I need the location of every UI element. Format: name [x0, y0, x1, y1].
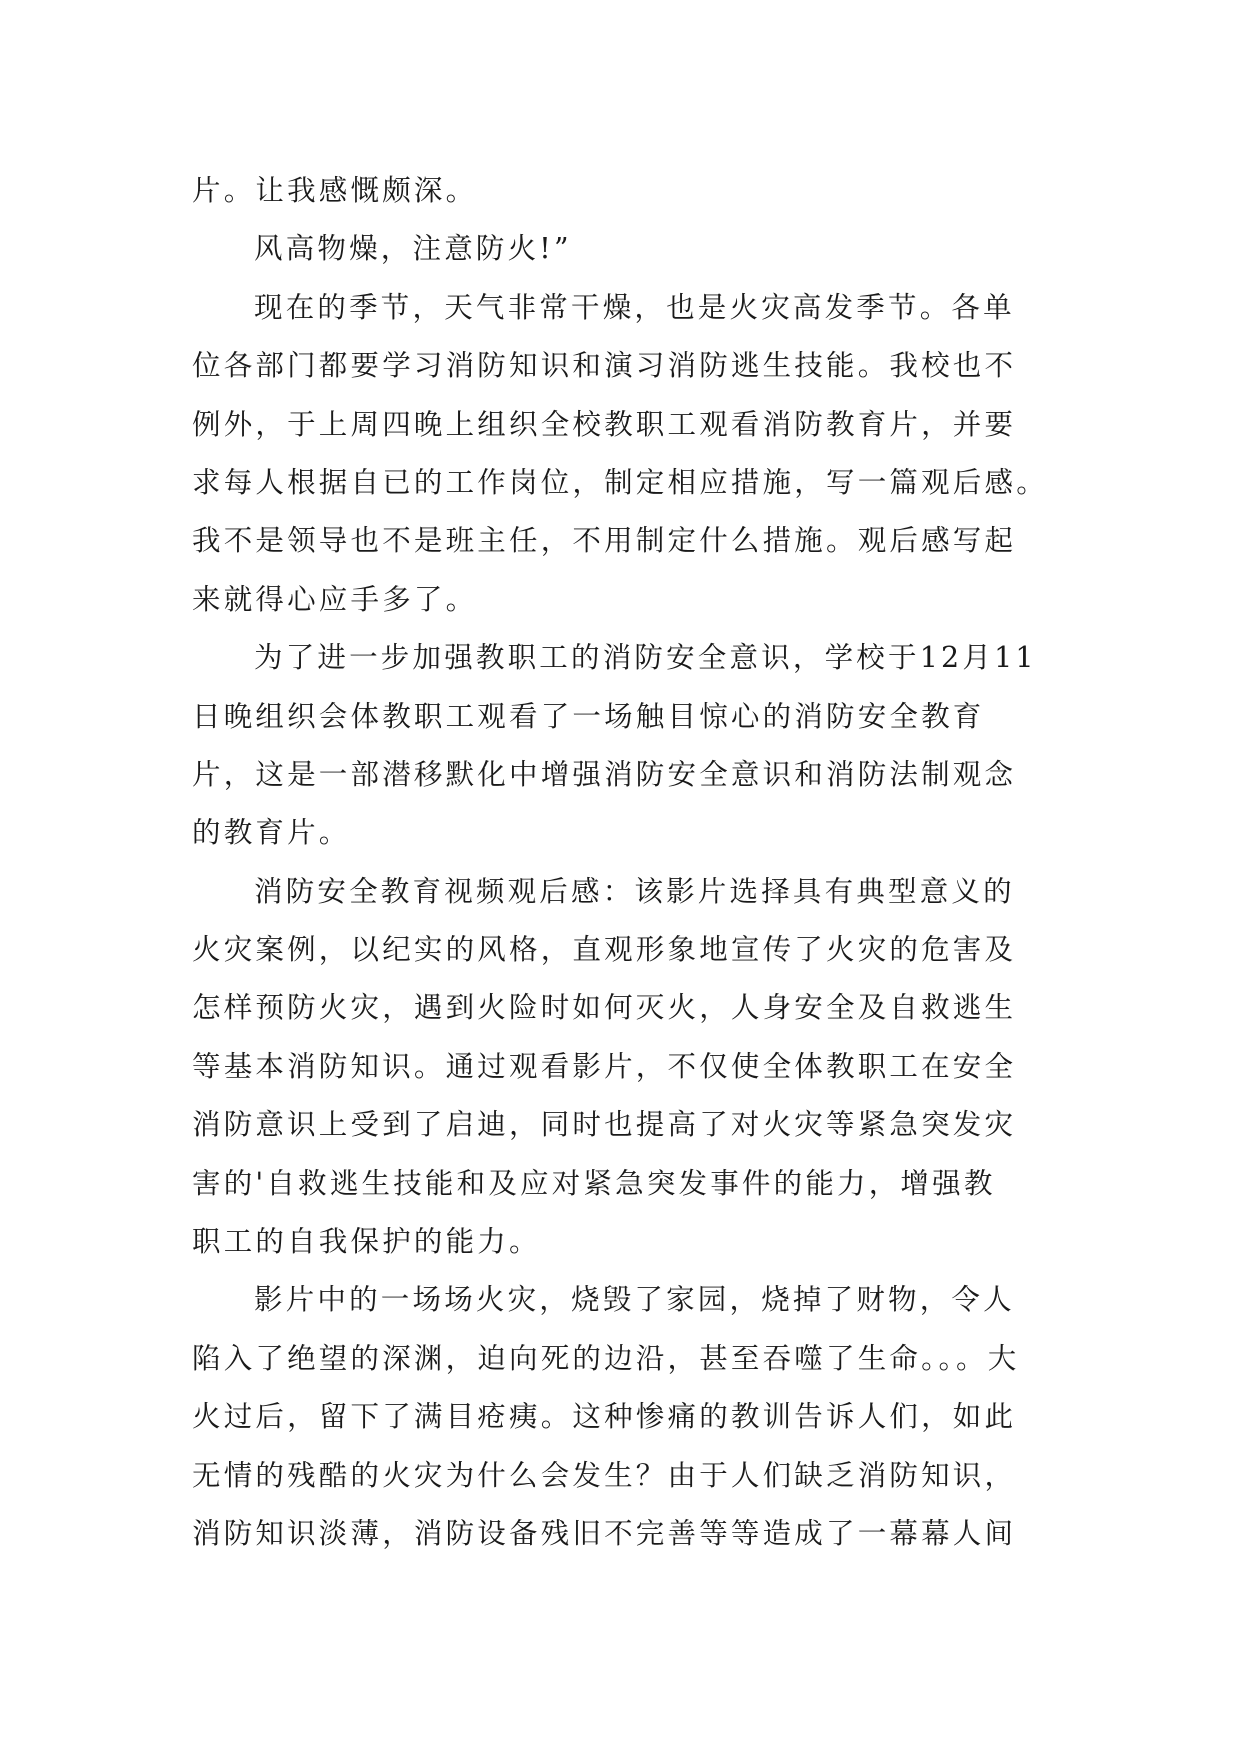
document-body	[192, 162, 1062, 1563]
text-line: 陷入了绝望的深渊，迫向死的边沿，甚至吞噬了生命。。。大	[192, 1341, 1020, 1375]
text-line: 职工的自我保护的能力。	[192, 1225, 541, 1259]
text-line: 火过后，留下了满目疮痍。这种惨痛的教训告诉人们，如此	[192, 1400, 1017, 1434]
text-line: 例外，于上周四晚上组织全校教职工观看消防教育片，并要	[192, 407, 1017, 441]
text-line: 风高物燥，注意防火!”	[254, 232, 572, 266]
text-line: 我不是领导也不是班主任，不用制定什么措施。观后感写起	[192, 524, 1017, 558]
text-line: 片。让我感慨颇深。	[192, 174, 478, 207]
text-line: 求每人根据自已的工作岗位，制定相应措施，写一篇观后感。	[192, 465, 1048, 499]
text-line: 的教育片。	[192, 816, 351, 850]
text-line: 火灾案例，以纪实的风格，直观形象地宣传了火灾的危害及	[192, 933, 1017, 967]
paragraph-start-line: 现在的季节，天气非常干燥，也是火灾高发季节。各单	[254, 290, 1015, 324]
text-line: 位各部门都要学习消防知识和演习消防逃生技能。我校也不	[192, 349, 1017, 383]
text-line: 来就得心应手多了。	[192, 582, 478, 616]
paragraph-start-line: 影片中的一场场火灾，烧毁了家园，烧掉了财物，令人	[254, 1283, 1015, 1317]
text-line: 怎样预防火灾，遇到火险时如何灭火，人身安全及自救逃生	[192, 991, 1017, 1025]
text-line: 片，这是一部潜移默化中增强消防安全意识和消防法制观念	[192, 757, 1017, 791]
text-line: 害的'自救逃生技能和及应对紧急突发事件的能力，增强教	[192, 1166, 996, 1200]
text-line: 日晚组织会体教职工观看了一场触目惊心的消防安全教育	[192, 699, 985, 733]
paragraph-start-line: 消防安全教育视频观后感：该影片选择具有典型意义的	[254, 874, 1015, 908]
text-line: 消防知识淡薄，消防设备残旧不完善等等造成了一幕幕人间	[192, 1516, 1017, 1550]
text-line: 无情的残酷的火灾为什么会发生？由于人们缺乏消防知识，	[192, 1458, 1017, 1492]
text-line: 消防意识上受到了启迪，同时也提高了对火灾等紧急突发灾	[192, 1108, 1017, 1142]
text-line: 等基本消防知识。通过观看影片，不仅使全体教职工在安全	[192, 1049, 1017, 1083]
paragraph-start-line: 为了进一步加强教职工的消防安全意识，学校于12月11	[254, 641, 1037, 675]
